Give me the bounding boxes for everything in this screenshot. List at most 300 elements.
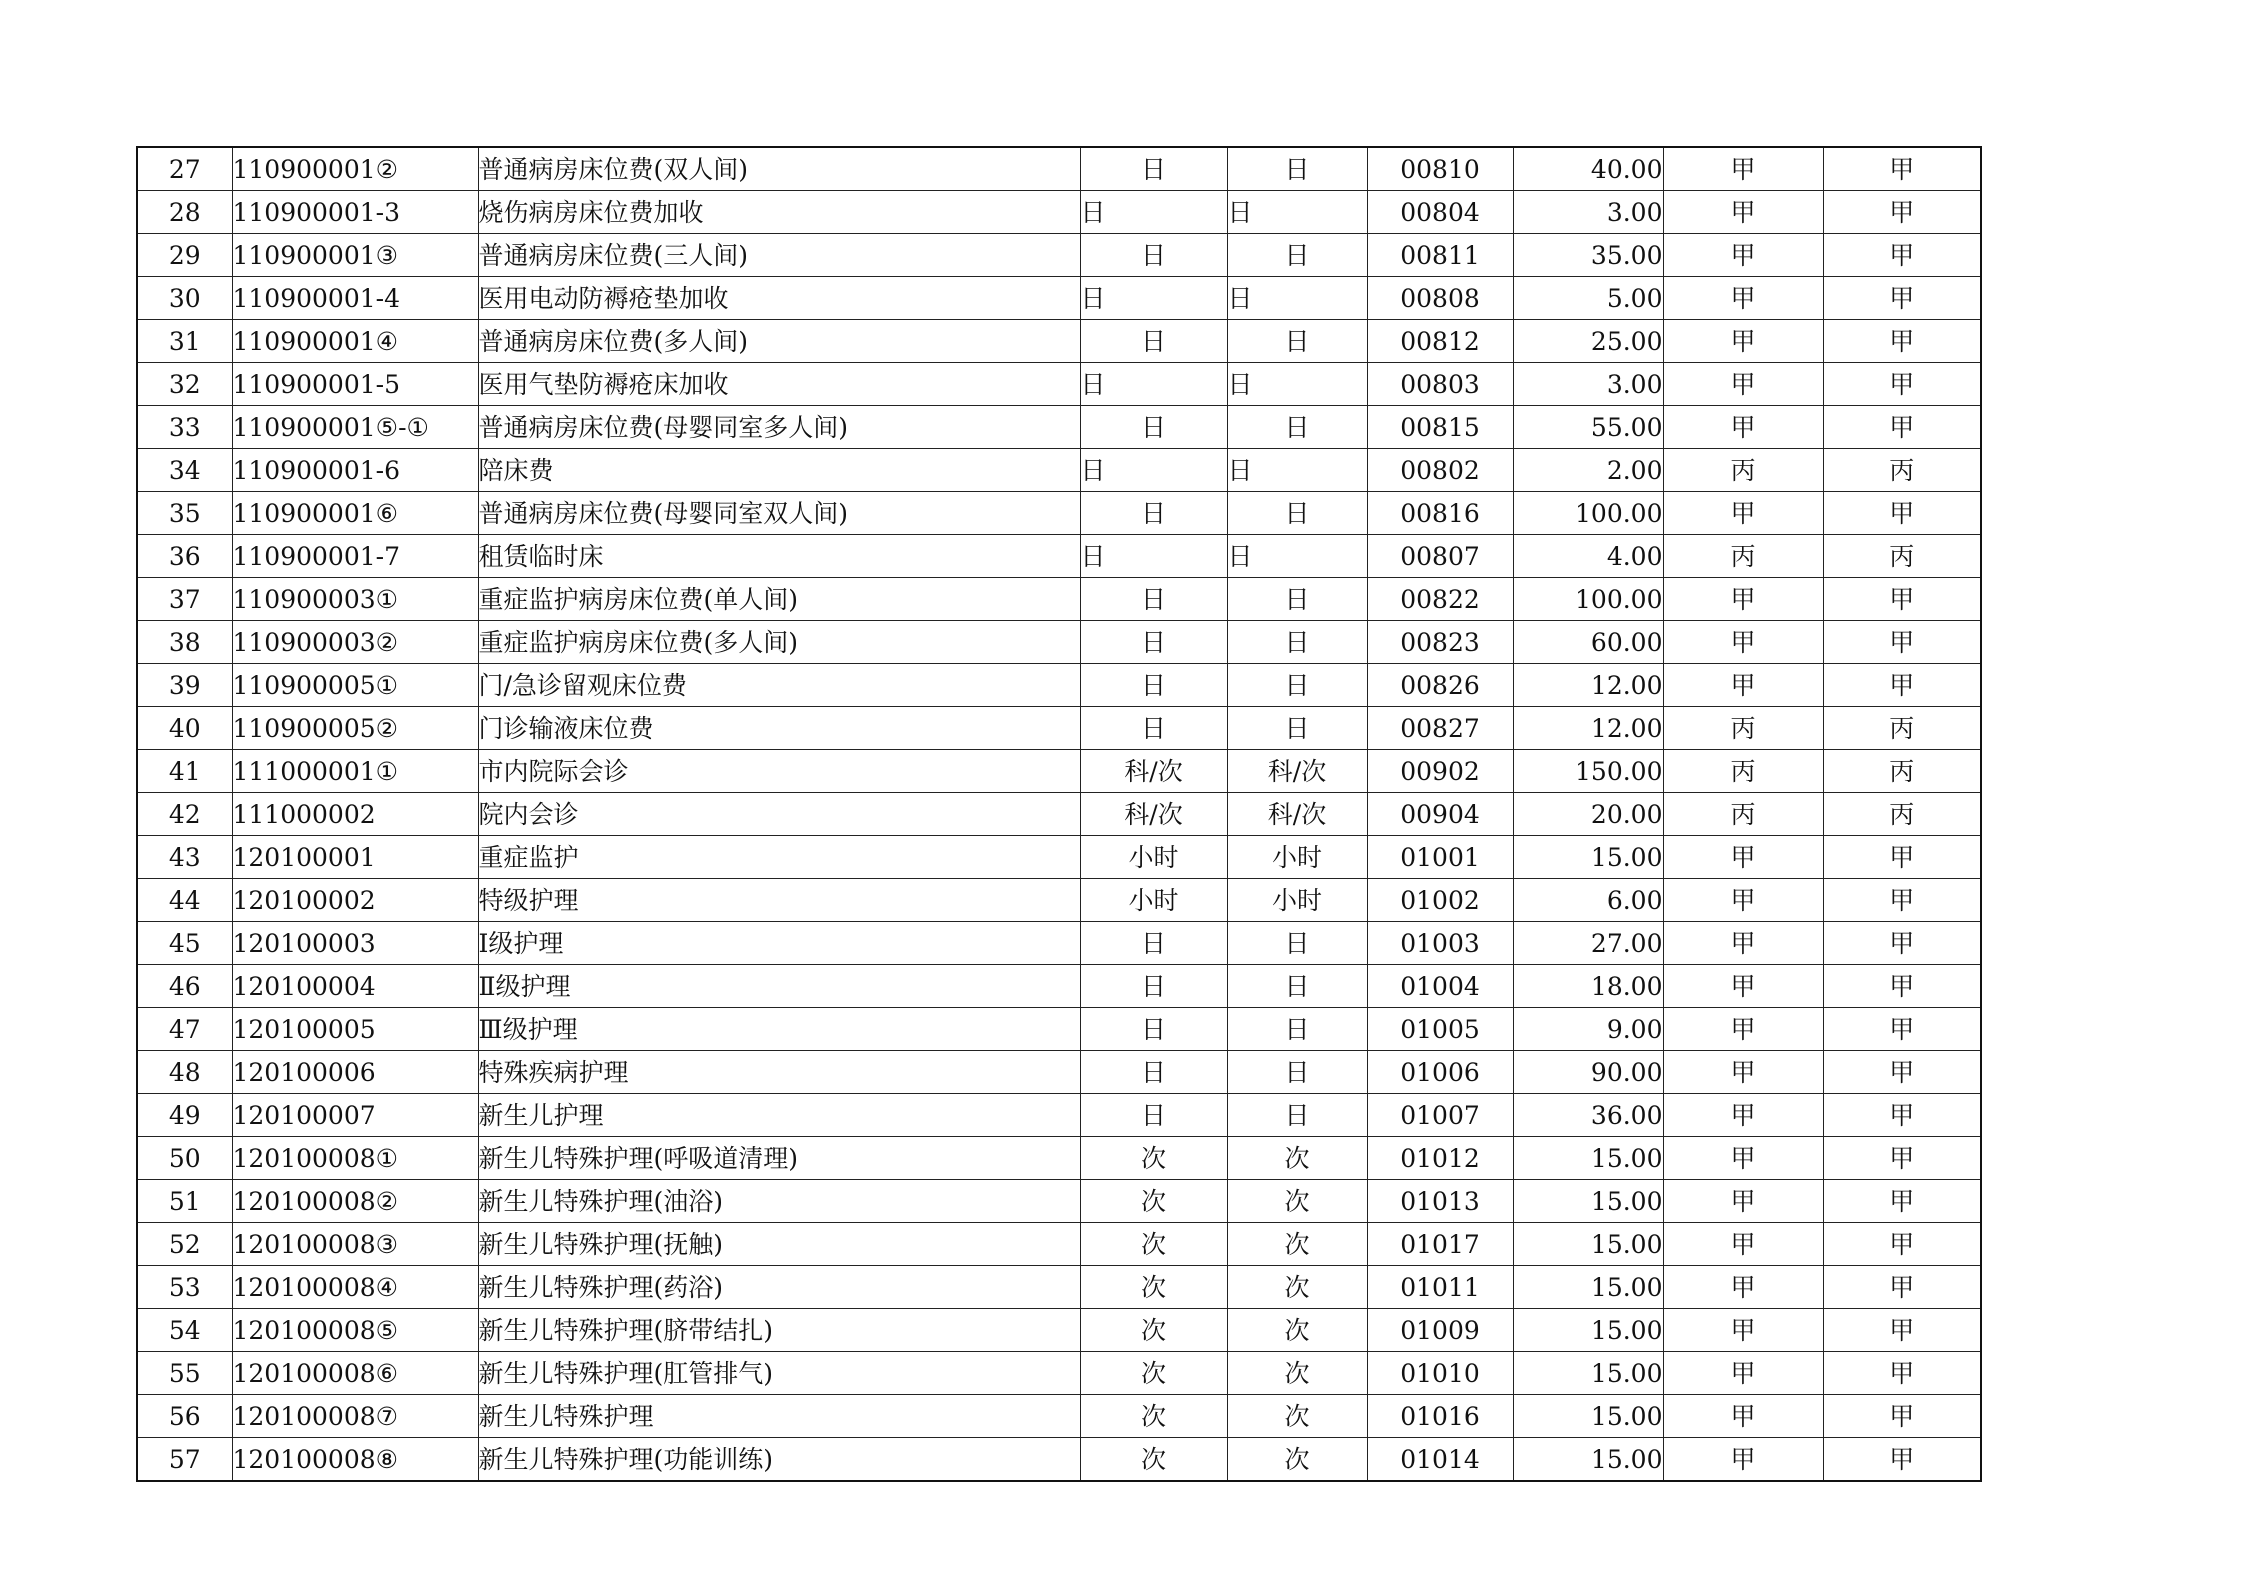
row-number-cell: 42 [137,793,232,836]
row-number-cell: 32 [137,363,232,406]
billing-unit-cell: 次 [1227,1223,1367,1266]
item-name-cell: 特殊疾病护理 [478,1051,1080,1094]
table-row [137,449,1981,492]
table-row [137,1438,1981,1482]
price-cell: 36.00 [1513,1094,1663,1137]
billing-unit-cell: 日 [1227,965,1367,1008]
item-name-cell: 普通病房床位费(母婴同室多人间) [478,406,1080,449]
table-row [137,664,1981,707]
item-name-cell: 医用气垫防褥疮床加收 [478,363,1080,406]
insurance-category-cell: 甲 [1663,277,1823,320]
reimbursement-category-cell: 甲 [1823,1137,1981,1180]
insurance-category-cell: 甲 [1663,406,1823,449]
reimbursement-category-cell: 甲 [1823,621,1981,664]
insurance-category-cell: 甲 [1663,1266,1823,1309]
pricing-unit-cell: 次 [1080,1352,1227,1395]
insurance-category-cell: 甲 [1663,1051,1823,1094]
item-code-cell: 111000001① [232,750,478,793]
billing-unit-cell: 日 [1227,191,1367,234]
billing-unit-cell: 次 [1227,1438,1367,1482]
table-row [137,879,1981,922]
billing-unit-cell: 次 [1227,1266,1367,1309]
reimbursement-category-cell: 甲 [1823,879,1981,922]
insurance-category-cell: 甲 [1663,191,1823,234]
item-name-cell: 市内院际会诊 [478,750,1080,793]
item-code-cell: 120100005 [232,1008,478,1051]
table-row [137,147,1981,191]
item-name-cell: 陪床费 [478,449,1080,492]
row-number-cell: 56 [137,1395,232,1438]
price-cell: 15.00 [1513,1438,1663,1482]
item-name-cell: 重症监护病房床位费(单人间) [478,578,1080,621]
billing-unit-cell: 日 [1227,664,1367,707]
row-number-cell: 30 [137,277,232,320]
fee-code-cell: 00823 [1367,621,1513,664]
billing-unit-cell: 日 [1227,449,1367,492]
reimbursement-category-cell: 甲 [1823,277,1981,320]
insurance-category-cell: 甲 [1663,363,1823,406]
price-cell: 2.00 [1513,449,1663,492]
billing-unit-cell: 科/次 [1227,793,1367,836]
row-number-cell: 28 [137,191,232,234]
fee-code-cell: 00802 [1367,449,1513,492]
billing-unit-cell: 日 [1227,363,1367,406]
billing-unit-cell: 日 [1227,922,1367,965]
fee-code-cell: 01006 [1367,1051,1513,1094]
item-name-cell: 新生儿特殊护理(功能训练) [478,1438,1080,1482]
fee-code-cell: 01001 [1367,836,1513,879]
pricing-unit-cell: 小时 [1080,879,1227,922]
price-cell: 18.00 [1513,965,1663,1008]
pricing-unit-cell: 日 [1080,234,1227,277]
row-number-cell: 39 [137,664,232,707]
row-number-cell: 53 [137,1266,232,1309]
row-number-cell: 33 [137,406,232,449]
reimbursement-category-cell: 甲 [1823,1008,1981,1051]
table-row [137,1094,1981,1137]
item-name-cell: 租赁临时床 [478,535,1080,578]
item-name-cell: 门/急诊留观床位费 [478,664,1080,707]
insurance-category-cell: 甲 [1663,1223,1823,1266]
pricing-unit-cell: 日 [1080,707,1227,750]
pricing-unit-cell: 次 [1080,1395,1227,1438]
pricing-unit-cell: 日 [1080,578,1227,621]
price-cell: 27.00 [1513,922,1663,965]
reimbursement-category-cell: 甲 [1823,147,1981,191]
table-row [137,363,1981,406]
item-name-cell: 院内会诊 [478,793,1080,836]
pricing-unit-cell: 次 [1080,1180,1227,1223]
pricing-unit-cell: 次 [1080,1266,1227,1309]
fee-code-cell: 00810 [1367,147,1513,191]
reimbursement-category-cell: 丙 [1823,535,1981,578]
table-row [137,1223,1981,1266]
billing-unit-cell: 日 [1227,406,1367,449]
pricing-unit-cell: 次 [1080,1309,1227,1352]
table-row [137,191,1981,234]
table-row [137,836,1981,879]
pricing-unit-cell: 日 [1080,191,1227,234]
pricing-unit-cell: 日 [1080,147,1227,191]
pricing-unit-cell: 日 [1080,277,1227,320]
item-code-cell: 110900001④ [232,320,478,363]
insurance-category-cell: 甲 [1663,965,1823,1008]
item-name-cell: Ⅱ级护理 [478,965,1080,1008]
insurance-category-cell: 丙 [1663,750,1823,793]
insurance-category-cell: 丙 [1663,449,1823,492]
billing-unit-cell: 日 [1227,535,1367,578]
item-code-cell: 120100006 [232,1051,478,1094]
fee-code-cell: 01013 [1367,1180,1513,1223]
item-name-cell: 普通病房床位费(多人间) [478,320,1080,363]
row-number-cell: 49 [137,1094,232,1137]
billing-unit-cell: 日 [1227,320,1367,363]
item-name-cell: Ⅲ级护理 [478,1008,1080,1051]
insurance-category-cell: 丙 [1663,535,1823,578]
item-code-cell: 110900001③ [232,234,478,277]
pricing-unit-cell: 科/次 [1080,793,1227,836]
price-cell: 15.00 [1513,1137,1663,1180]
row-number-cell: 38 [137,621,232,664]
fee-code-cell: 00803 [1367,363,1513,406]
billing-unit-cell: 次 [1227,1352,1367,1395]
table-row [137,965,1981,1008]
reimbursement-category-cell: 甲 [1823,1438,1981,1482]
item-name-cell: 普通病房床位费(双人间) [478,147,1080,191]
insurance-category-cell: 甲 [1663,1309,1823,1352]
reimbursement-category-cell: 甲 [1823,965,1981,1008]
item-name-cell: 医用电动防褥疮垫加收 [478,277,1080,320]
row-number-cell: 50 [137,1137,232,1180]
insurance-category-cell: 甲 [1663,836,1823,879]
pricing-unit-cell: 科/次 [1080,750,1227,793]
price-cell: 9.00 [1513,1008,1663,1051]
item-code-cell: 120100002 [232,879,478,922]
item-code-cell: 120100008④ [232,1266,478,1309]
fee-code-cell: 01002 [1367,879,1513,922]
table-row [137,1352,1981,1395]
item-code-cell: 110900005② [232,707,478,750]
item-code-cell: 120100008① [232,1137,478,1180]
reimbursement-category-cell: 甲 [1823,1309,1981,1352]
price-cell: 35.00 [1513,234,1663,277]
item-name-cell: 新生儿特殊护理(呼吸道清理) [478,1137,1080,1180]
billing-unit-cell: 日 [1227,621,1367,664]
price-cell: 20.00 [1513,793,1663,836]
fee-code-cell: 01004 [1367,965,1513,1008]
price-cell: 60.00 [1513,621,1663,664]
price-cell: 25.00 [1513,320,1663,363]
billing-unit-cell: 次 [1227,1180,1367,1223]
billing-unit-cell: 日 [1227,1008,1367,1051]
reimbursement-category-cell: 甲 [1823,1180,1981,1223]
billing-unit-cell: 日 [1227,234,1367,277]
row-number-cell: 40 [137,707,232,750]
reimbursement-category-cell: 甲 [1823,492,1981,535]
reimbursement-category-cell: 甲 [1823,1266,1981,1309]
pricing-unit-cell: 日 [1080,535,1227,578]
item-code-cell: 110900001-4 [232,277,478,320]
fee-code-cell: 00816 [1367,492,1513,535]
fee-code-cell: 01011 [1367,1266,1513,1309]
item-code-cell: 110900001-7 [232,535,478,578]
billing-unit-cell: 小时 [1227,879,1367,922]
reimbursement-category-cell: 丙 [1823,707,1981,750]
reimbursement-category-cell: 甲 [1823,234,1981,277]
insurance-category-cell: 甲 [1663,320,1823,363]
price-cell: 100.00 [1513,578,1663,621]
item-code-cell: 110900001⑤-① [232,406,478,449]
item-name-cell: 新生儿特殊护理(脐带结扎) [478,1309,1080,1352]
price-cell: 3.00 [1513,363,1663,406]
reimbursement-category-cell: 甲 [1823,1223,1981,1266]
insurance-category-cell: 甲 [1663,1395,1823,1438]
reimbursement-category-cell: 甲 [1823,406,1981,449]
fee-code-cell: 00811 [1367,234,1513,277]
table-row [137,793,1981,836]
pricing-unit-cell: 日 [1080,922,1227,965]
item-name-cell: 新生儿特殊护理(药浴) [478,1266,1080,1309]
fee-code-cell: 00902 [1367,750,1513,793]
row-number-cell: 55 [137,1352,232,1395]
item-name-cell: 普通病房床位费(母婴同室双人间) [478,492,1080,535]
table-row [137,277,1981,320]
fee-code-cell: 00827 [1367,707,1513,750]
fee-code-cell: 00815 [1367,406,1513,449]
item-code-cell: 120100008③ [232,1223,478,1266]
price-cell: 12.00 [1513,707,1663,750]
table-row [137,578,1981,621]
billing-unit-cell: 日 [1227,578,1367,621]
insurance-category-cell: 甲 [1663,1352,1823,1395]
insurance-category-cell: 甲 [1663,664,1823,707]
row-number-cell: 36 [137,535,232,578]
fee-code-cell: 01016 [1367,1395,1513,1438]
price-cell: 4.00 [1513,535,1663,578]
price-cell: 15.00 [1513,1266,1663,1309]
row-number-cell: 44 [137,879,232,922]
price-cell: 55.00 [1513,406,1663,449]
item-name-cell: Ⅰ级护理 [478,922,1080,965]
row-number-cell: 47 [137,1008,232,1051]
price-cell: 15.00 [1513,1180,1663,1223]
pricing-unit-cell: 次 [1080,1137,1227,1180]
item-code-cell: 120100008⑤ [232,1309,478,1352]
item-code-cell: 110900003① [232,578,478,621]
price-cell: 90.00 [1513,1051,1663,1094]
item-name-cell: 烧伤病房床位费加收 [478,191,1080,234]
row-number-cell: 29 [137,234,232,277]
pricing-unit-cell: 小时 [1080,836,1227,879]
reimbursement-category-cell: 丙 [1823,750,1981,793]
row-number-cell: 51 [137,1180,232,1223]
pricing-unit-cell: 日 [1080,363,1227,406]
item-name-cell: 重症监护 [478,836,1080,879]
billing-unit-cell: 日 [1227,277,1367,320]
billing-unit-cell: 小时 [1227,836,1367,879]
fee-code-cell: 00808 [1367,277,1513,320]
pricing-unit-cell: 日 [1080,1008,1227,1051]
reimbursement-category-cell: 甲 [1823,922,1981,965]
price-cell: 3.00 [1513,191,1663,234]
fee-code-cell: 00807 [1367,535,1513,578]
row-number-cell: 48 [137,1051,232,1094]
insurance-category-cell: 甲 [1663,879,1823,922]
table-row [137,234,1981,277]
billing-unit-cell: 日 [1227,147,1367,191]
item-name-cell: 新生儿特殊护理(肛管排气) [478,1352,1080,1395]
item-code-cell: 120100008⑧ [232,1438,478,1482]
price-cell: 15.00 [1513,1352,1663,1395]
row-number-cell: 43 [137,836,232,879]
reimbursement-category-cell: 甲 [1823,1094,1981,1137]
reimbursement-category-cell: 甲 [1823,1051,1981,1094]
fee-code-cell: 01009 [1367,1309,1513,1352]
reimbursement-category-cell: 甲 [1823,320,1981,363]
table-row [137,406,1981,449]
billing-unit-cell: 次 [1227,1309,1367,1352]
row-number-cell: 27 [137,147,232,191]
pricing-unit-cell: 日 [1080,1051,1227,1094]
reimbursement-category-cell: 甲 [1823,664,1981,707]
item-name-cell: 新生儿特殊护理 [478,1395,1080,1438]
table-row [137,1008,1981,1051]
table-row [137,1266,1981,1309]
item-code-cell: 110900001② [232,147,478,191]
item-name-cell: 新生儿特殊护理(抚触) [478,1223,1080,1266]
row-number-cell: 34 [137,449,232,492]
price-cell: 15.00 [1513,1395,1663,1438]
table-row [137,922,1981,965]
fee-code-cell: 00822 [1367,578,1513,621]
item-code-cell: 120100004 [232,965,478,1008]
insurance-category-cell: 甲 [1663,1008,1823,1051]
fee-code-cell: 01010 [1367,1352,1513,1395]
reimbursement-category-cell: 甲 [1823,1352,1981,1395]
item-name-cell: 新生儿特殊护理(油浴) [478,1180,1080,1223]
item-code-cell: 110900001⑥ [232,492,478,535]
fee-code-cell: 00904 [1367,793,1513,836]
billing-unit-cell: 日 [1227,707,1367,750]
reimbursement-category-cell: 丙 [1823,793,1981,836]
price-cell: 15.00 [1513,1223,1663,1266]
billing-unit-cell: 科/次 [1227,750,1367,793]
reimbursement-category-cell: 丙 [1823,449,1981,492]
item-code-cell: 110900001-5 [232,363,478,406]
price-cell: 12.00 [1513,664,1663,707]
insurance-category-cell: 甲 [1663,234,1823,277]
table-row [137,320,1981,363]
item-name-cell: 新生儿护理 [478,1094,1080,1137]
table-row [137,707,1981,750]
item-code-cell: 110900001-3 [232,191,478,234]
price-cell: 100.00 [1513,492,1663,535]
fee-code-cell: 01005 [1367,1008,1513,1051]
insurance-category-cell: 甲 [1663,1438,1823,1482]
billing-unit-cell: 日 [1227,1094,1367,1137]
row-number-cell: 57 [137,1438,232,1482]
insurance-category-cell: 甲 [1663,621,1823,664]
insurance-category-cell: 丙 [1663,707,1823,750]
pricing-unit-cell: 次 [1080,1438,1227,1482]
table-row [137,535,1981,578]
item-code-cell: 120100003 [232,922,478,965]
table-row [137,1051,1981,1094]
row-number-cell: 41 [137,750,232,793]
table-row [137,621,1981,664]
reimbursement-category-cell: 甲 [1823,191,1981,234]
billing-unit-cell: 日 [1227,1051,1367,1094]
row-number-cell: 45 [137,922,232,965]
table-row [137,1395,1981,1438]
fee-code-cell: 01017 [1367,1223,1513,1266]
insurance-category-cell: 甲 [1663,1137,1823,1180]
fee-code-cell: 01003 [1367,922,1513,965]
item-code-cell: 120100008② [232,1180,478,1223]
item-code-cell: 120100008⑥ [232,1352,478,1395]
reimbursement-category-cell: 甲 [1823,1395,1981,1438]
table-row [137,1137,1981,1180]
price-cell: 150.00 [1513,750,1663,793]
row-number-cell: 52 [137,1223,232,1266]
insurance-category-cell: 甲 [1663,578,1823,621]
pricing-unit-cell: 日 [1080,1094,1227,1137]
pricing-unit-cell: 日 [1080,621,1227,664]
row-number-cell: 31 [137,320,232,363]
insurance-category-cell: 甲 [1663,922,1823,965]
insurance-category-cell: 甲 [1663,147,1823,191]
item-code-cell: 110900005① [232,664,478,707]
item-code-cell: 120100007 [232,1094,478,1137]
fee-code-cell: 01007 [1367,1094,1513,1137]
item-name-cell: 普通病房床位费(三人间) [478,234,1080,277]
price-cell: 5.00 [1513,277,1663,320]
pricing-unit-cell: 次 [1080,1223,1227,1266]
insurance-category-cell: 丙 [1663,793,1823,836]
row-number-cell: 54 [137,1309,232,1352]
price-cell: 15.00 [1513,836,1663,879]
item-code-cell: 110900001-6 [232,449,478,492]
table-row [137,750,1981,793]
reimbursement-category-cell: 甲 [1823,578,1981,621]
pricing-unit-cell: 日 [1080,449,1227,492]
fee-code-cell: 00804 [1367,191,1513,234]
fee-code-cell: 00826 [1367,664,1513,707]
fee-code-cell: 01012 [1367,1137,1513,1180]
item-code-cell: 111000002 [232,793,478,836]
price-cell: 40.00 [1513,147,1663,191]
item-name-cell: 门诊输液床位费 [478,707,1080,750]
reimbursement-category-cell: 甲 [1823,836,1981,879]
row-number-cell: 37 [137,578,232,621]
fee-code-cell: 01014 [1367,1438,1513,1482]
item-code-cell: 120100008⑦ [232,1395,478,1438]
insurance-category-cell: 甲 [1663,1094,1823,1137]
price-cell: 6.00 [1513,879,1663,922]
table-row [137,1180,1981,1223]
billing-unit-cell: 次 [1227,1395,1367,1438]
fee-table-body [137,147,1981,1481]
billing-unit-cell: 日 [1227,492,1367,535]
row-number-cell: 35 [137,492,232,535]
pricing-unit-cell: 日 [1080,965,1227,1008]
price-cell: 15.00 [1513,1309,1663,1352]
pricing-unit-cell: 日 [1080,406,1227,449]
row-number-cell: 46 [137,965,232,1008]
reimbursement-category-cell: 甲 [1823,363,1981,406]
table-row [137,1309,1981,1352]
table-row [137,492,1981,535]
